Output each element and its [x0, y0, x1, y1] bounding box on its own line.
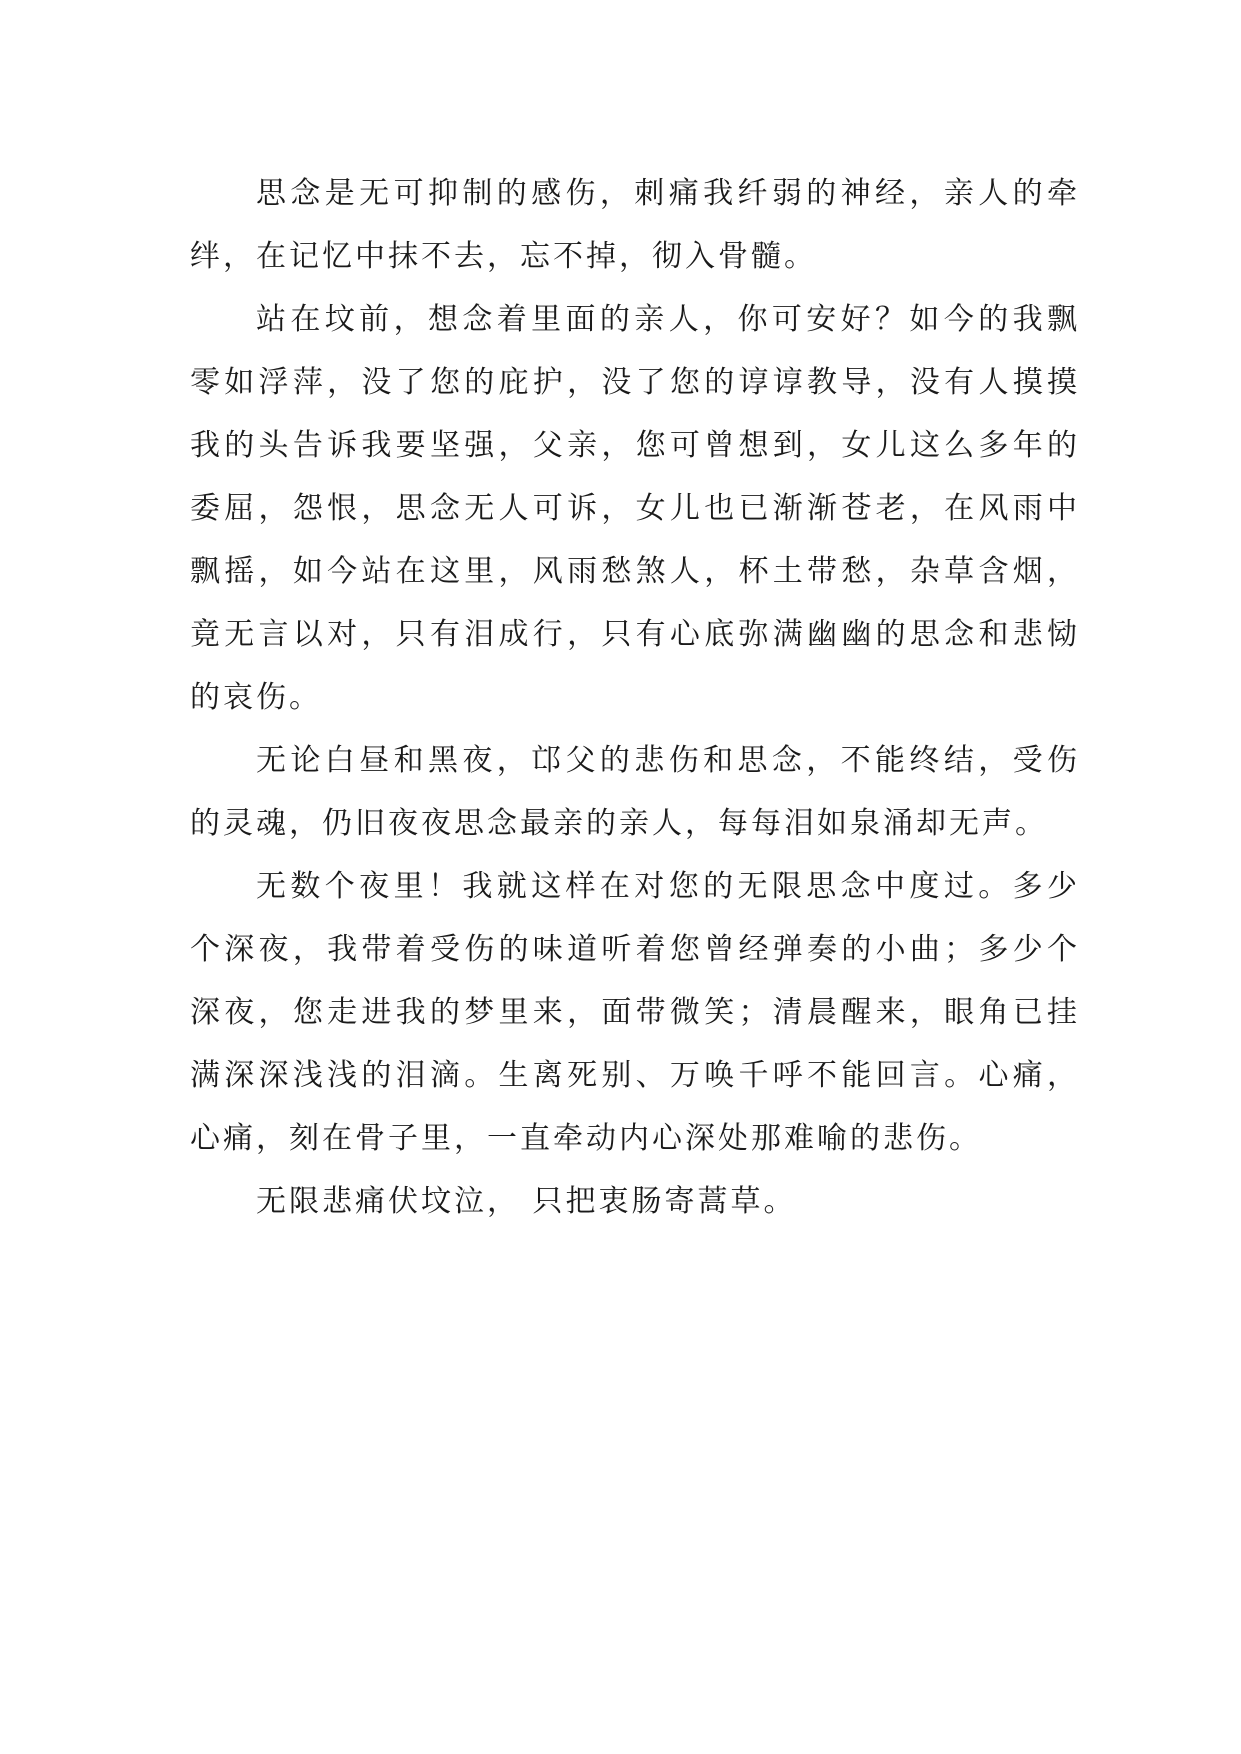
paragraph-5: 无限悲痛伏坟泣， 只把衷肠寄蒿草。	[256, 1184, 797, 1219]
paragraph-4: 无数个夜里！我就这样在对您的无限思念中度过。多少个深夜，我带着受伤的味道听着您曾经弹奏的小曲；多少个深夜，您走进我的梦里来，面带微笑；清晨醒来，眼角已挂满深深浅浅的泪滴。生离死别、万唤千呼不能回言。心痛，心痛，刻在骨子里，一直牵动内心深处那难喻的悲伤。	[190, 869, 1080, 1156]
paragraph-1: 思念是无可抑制的感伤，刺痛我纤弱的神经，亲人的牵绊，在记忆中抹不去，忘不掉，彻入骨髓。	[190, 176, 1080, 274]
paragraph-2: 站在坟前，想念着里面的亲人，你可安好？如今的我飘零如浮萍，没了您的庇护，没了您的谆谆教导，没有人摸摸我的头告诉我要坚强，父亲，您可曾想到，女儿这么多年的委屈，怨恨，思念无人可诉，女儿也已渐渐苍老，在风雨中飘摇，如今站在这里，风雨愁煞人，杯土带愁，杂草含烟，竟无言以对，只有泪成行，只有心底弥满幽幽的思念和悲恸的哀伤。	[190, 302, 1080, 715]
paragraph-3: 无论白昼和黑夜，邙父的悲伤和思念，不能终结，受伤的灵魂，仍旧夜夜思念最亲的亲人，每每泪如泉涌却无声。	[190, 743, 1080, 841]
document-body	[190, 162, 1080, 1233]
